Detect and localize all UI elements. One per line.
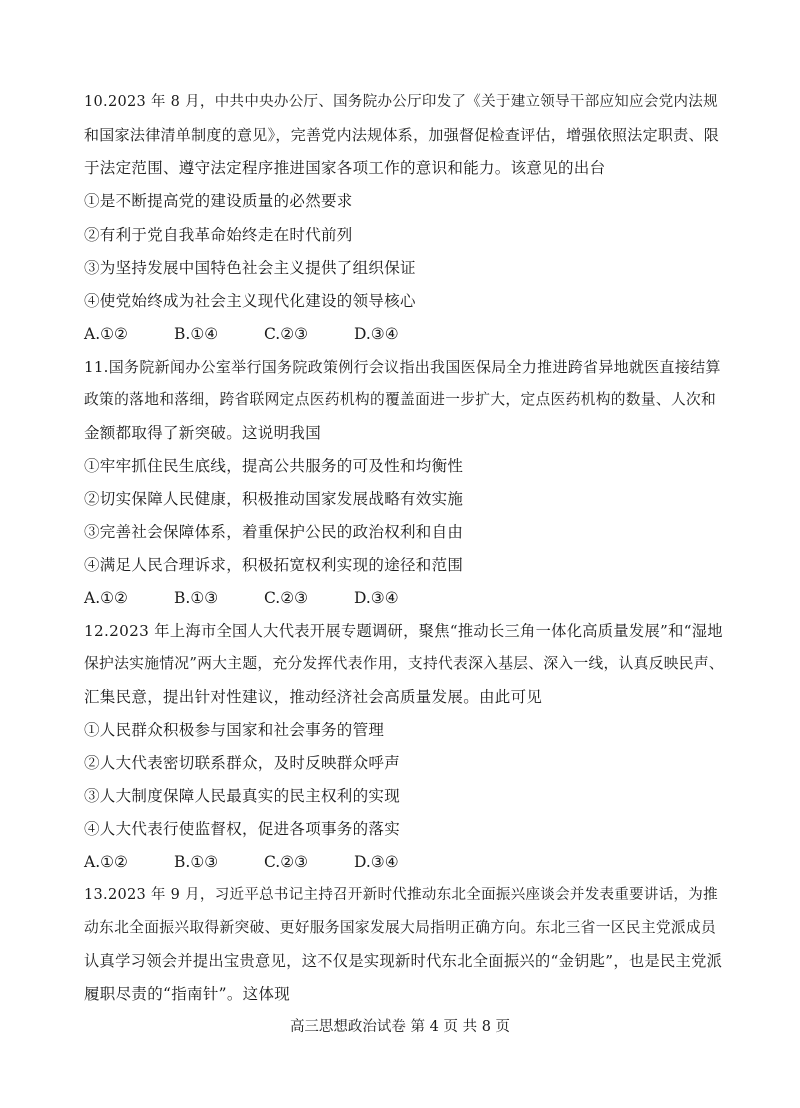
question-stem-line: 汇集民意，提出针对性建议，推动经济社会高质量发展。由此可见 xyxy=(84,688,543,706)
question-stem-line: 12.2023 年上海市全国人大代表开展专题调研，聚焦“推动长三角一体化高质量发展”和“湿地 xyxy=(84,622,723,640)
question-stem-line: 13.2023 年 9 月，习近平总书记主持召开新时代推动东北全面振兴座谈会并发表重要讲话，为推 xyxy=(84,887,718,903)
statement-item: ④人大代表行使监督权，促进各项事务的落实 xyxy=(84,820,401,838)
question-stem-line: 和国家法律清单制度的意见》，完善党内法规体系，加强督促检查评估，增强依照法定职责、限 xyxy=(84,126,720,144)
question-stem-line: 动东北全面振兴取得新突破、更好服务国家发展大局指明正确方向。东北三省一区民主党派成员 xyxy=(84,919,717,936)
choice-c: C.②③ xyxy=(264,589,309,607)
choice-a: A.①② xyxy=(84,325,128,343)
choice-c: C.②③ xyxy=(264,325,309,343)
choice-b: B.①③ xyxy=(174,853,219,871)
question-stem-line: 金额都取得了新突破。这说明我国 xyxy=(84,424,322,442)
statement-item: ④使党始终成为社会主义现代化建设的领导核心 xyxy=(84,292,416,310)
choice-d: D.③④ xyxy=(354,325,399,343)
statement-item: ③人大制度保障人民最真实的民主权利的实现 xyxy=(84,787,401,805)
choice-b: B.①③ xyxy=(174,589,219,607)
statement-item: ③为坚持发展中国特色社会主义提供了组织保证 xyxy=(84,259,416,277)
question-stem-line: 保护法实施情况”两大主题，充分发挥代表作用，支持代表深入基层、深入一线，认真反映民声、 xyxy=(84,655,724,672)
statement-item: ②人大代表密切联系群众，及时反映群众呼声 xyxy=(84,754,401,772)
choice-a: A.①② xyxy=(84,853,128,871)
statement-item: ④满足人民合理诉求，积极拓宽权利实现的途径和范围 xyxy=(84,556,464,574)
choice-d: D.③④ xyxy=(354,853,399,871)
choice-a: A.①② xyxy=(84,589,128,607)
statement-item: ①是不断提高党的建设质量的必然要求 xyxy=(84,192,353,210)
page-footer: 高三思想政治试卷 第 4 页 共 8 页 xyxy=(289,1019,511,1035)
question-stem-line: 政策的落地和落细，跨省联网定点医药机构的覆盖面进一步扩大，定点医药机构的数量、人次和 xyxy=(84,391,717,408)
question-stem-line: 10.2023 年 8 月，中共中央办公厅、国务院办公厅印发了《关于建立领导干部应知应会党内法规 xyxy=(84,94,718,110)
choice-b: B.①④ xyxy=(174,325,219,343)
statement-item: ②有利于党自我革命始终走在时代前列 xyxy=(84,226,353,244)
choice-c: C.②③ xyxy=(264,853,309,871)
question-stem-line: 11.国务院新闻办公室举行国务院政策例行会议指出我国医保局全力推进跨省异地就医直接结算 xyxy=(84,358,721,376)
question-stem-line: 认真学习领会并提出宝贵意见，这不仅是实现新时代东北全面振兴的“金钥匙”，也是民主党派 xyxy=(84,952,723,970)
choice-d: D.③④ xyxy=(354,589,399,607)
statement-item: ①人民群众积极参与国家和社会事务的管理 xyxy=(84,721,385,739)
statement-item: ②切实保障人民健康，积极推动国家发展战略有效实施 xyxy=(84,490,464,508)
statement-item: ③完善社会保障体系，着重保护公民的政治权利和自由 xyxy=(84,523,464,541)
question-stem-line: 履职尽责的“指南针”。这体现 xyxy=(84,985,291,1003)
question-stem-line: 于法定范围、遵守法定程序推进国家各项工作的意识和能力。该意见的出台 xyxy=(84,159,606,177)
statement-item: ①牢牢抓住民生底线，提高公共服务的可及性和均衡性 xyxy=(84,457,464,475)
